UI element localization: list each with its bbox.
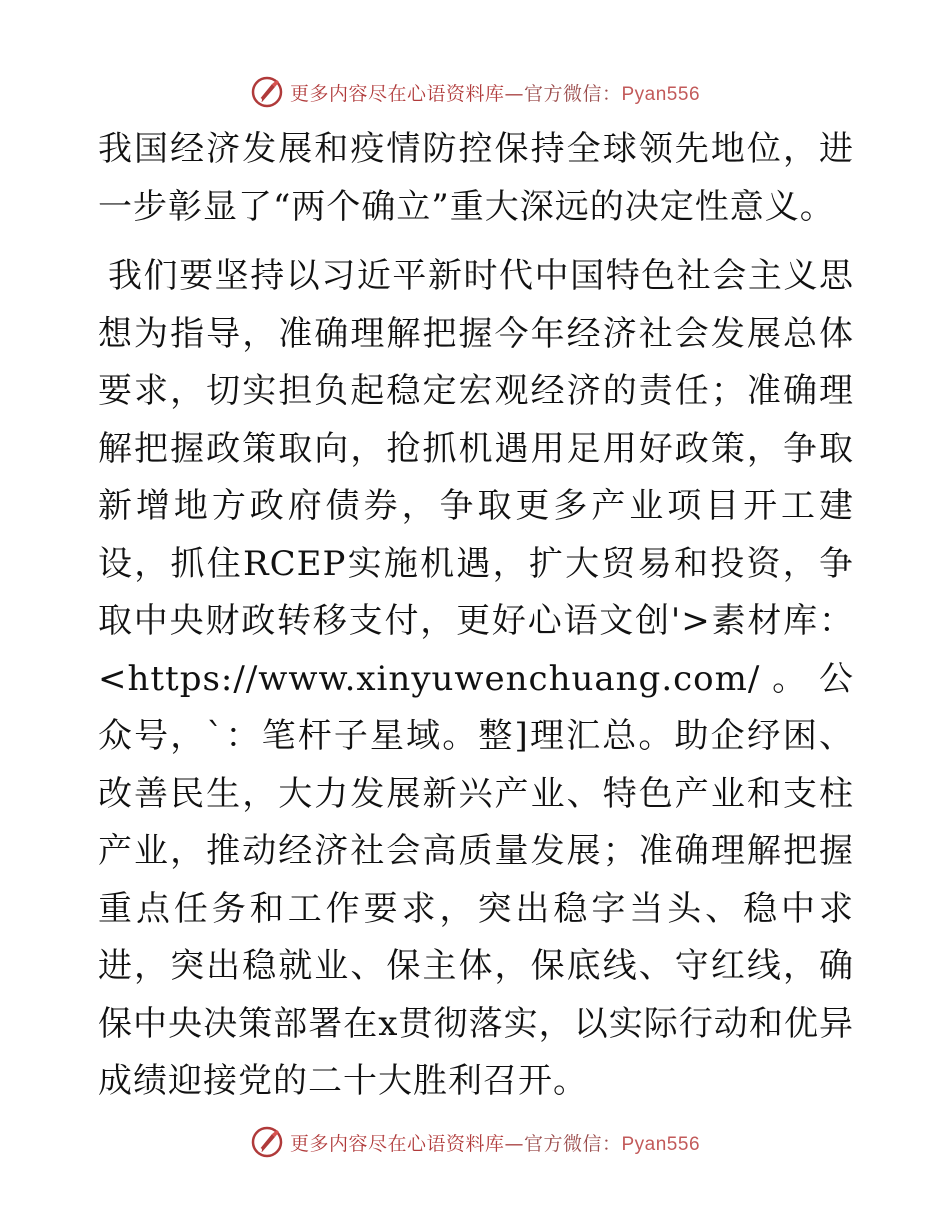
watermark-contact-label: 官方微信： [523, 1132, 622, 1155]
watermark-text [290, 79, 700, 106]
watermark-site: 更多内容尽在心语资料库 [289, 1132, 505, 1155]
header-watermark-banner [0, 72, 950, 112]
watermark-dash: — [504, 82, 524, 105]
watermark-dash: — [504, 1132, 524, 1155]
watermark-handle: Pyan556 [621, 1133, 701, 1155]
quill-logo-icon [250, 75, 284, 109]
paragraph-2: 我们要坚持以习近平新时代中国特色社会主义思想为指导，准确理解把握今年经济社会发展总体要求，切实担负起稳定宏观经济的责任；准确理解把握政策取向，抢抓机遇用足用好政策，争取新增地方政府债券，争取更多产业项目开工建设，抓住RCEP实施机遇，扩大贸易和投资，争取中央财政转移支付，更好心语文创'>素材库：<https://www.xinyuwenchuang.com/。公众号，`：笔杆子星域。整]理汇总。助企纾困、改善民生，大力发展新兴产业、特色产业和支柱产业，推动经济社会高质量发展；准确理解把握重点任务和工作要求，突出稳字当头、稳中求进，突出稳就业、保主体，保底线、守红线，确保中央决策部署在x贯彻落实，以实际行动和优异成绩迎接党的二十大胜利召开。 [98, 256, 854, 1101]
watermark-contact-label: 官方微信： [523, 82, 622, 105]
quill-logo-icon [250, 1125, 284, 1159]
watermark-text [290, 1129, 700, 1156]
watermark-handle: Pyan556 [621, 83, 701, 105]
document-body [98, 121, 854, 1111]
footer-watermark-banner [0, 1122, 950, 1162]
watermark-site: 更多内容尽在心语资料库 [289, 82, 505, 105]
paragraph-1: 我国经济发展和疫情防控保持全球领先地位，进一步彰显了“两个确立”重大深远的决定性意义。 [98, 129, 854, 227]
